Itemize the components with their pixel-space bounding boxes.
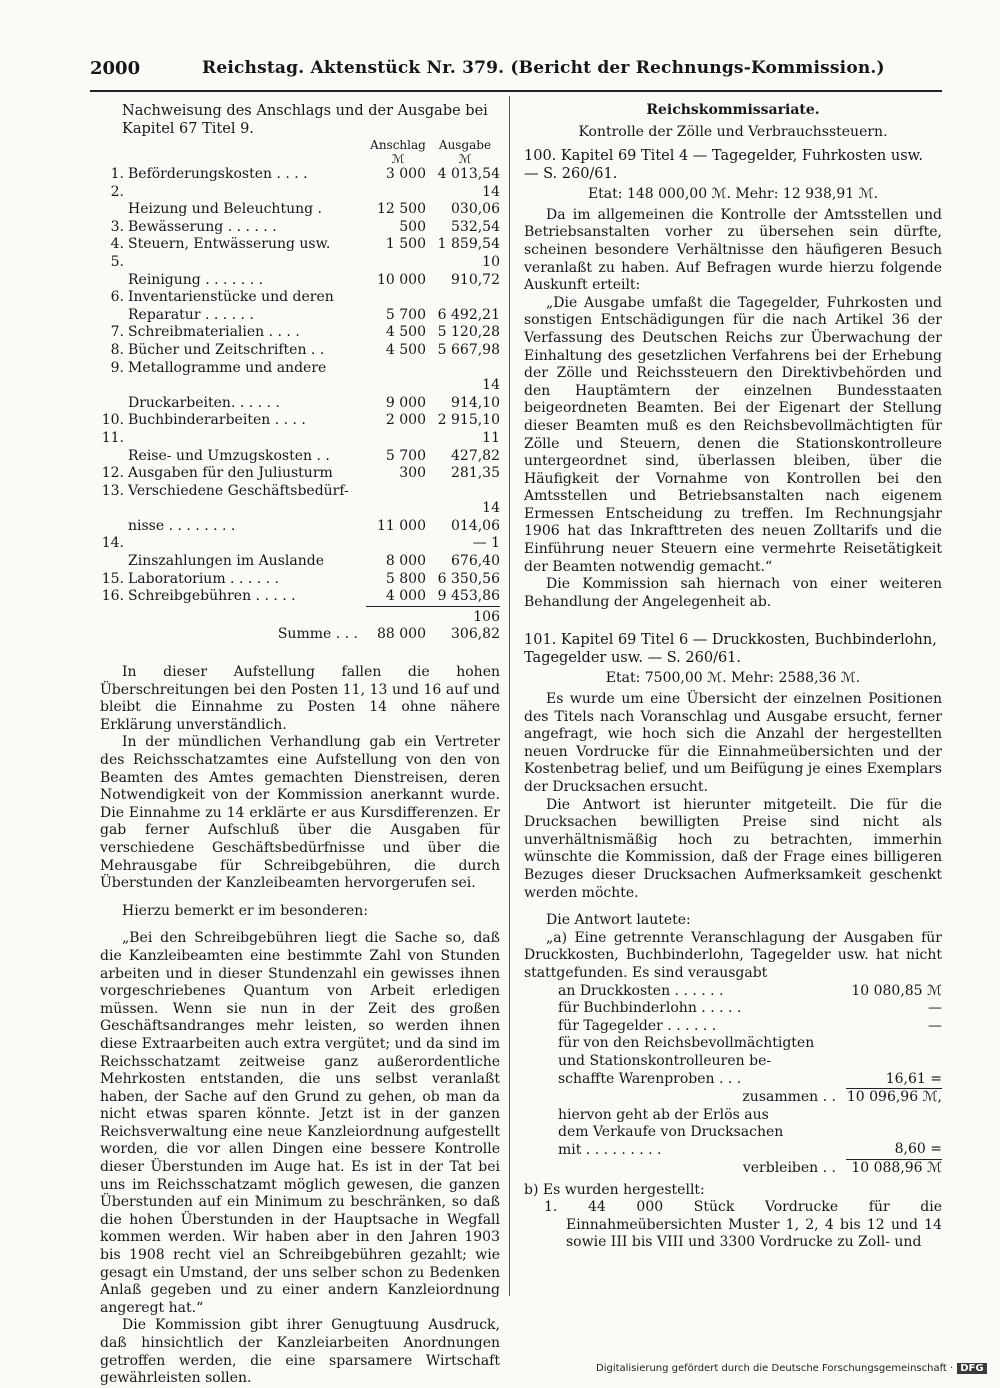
row-ausgabe — [430, 360, 500, 378]
sum-table — [100, 606, 500, 644]
table-row — [100, 236, 500, 254]
answer-a: „a) Eine getrennte Veranschlagung der Ausgaben für Druckkosten, Buchbinderlohn, Tagegelder usw. hat nicht stattgefunden. Es sind verausgabt — [524, 929, 942, 981]
quote-paragraph: „Die Ausgabe umfaßt die Tagegelder, Fuhrkosten und sonstigen Entschädigungen für die nach Artikel 36 der Verfassung des Deutschen Reichs zur Überwachung der Einhaltung des gesetzlichen Verfahrens bei der Erhebung der Zölle und Reichssteuern den Direktivbehörden und den Hauptämtern der einzelnen Bundesstaaten beigeordneten Beamten. Bei der Eigenart der Stellung dieser Beamten muß es den Reichsbevollmächtigten für Zölle und Steuern, denen die Stationskontrolleure untergeordnet sind, überlassen bleiben, über die Häufigkeit der Vornahme von Kontrollen bei den Amtsstellen und Betriebsanstalten nach eigenem Ermessen Entscheidung zu treffen. Im Rechnungsjahr 1906 hat das Inkrafttreten des neuen Zolltarifs und die Einführung neuer Steuern eine vermehrte Reisetätigkeit der Beamten notwendig gemacht.“ — [524, 294, 942, 575]
verbleiben-label: verbleiben . . — [742, 1159, 836, 1176]
row-anschlag: 5 800 — [385, 570, 426, 587]
expense-label: für Tagegelder . . . . . . — [558, 1017, 717, 1034]
table-header — [100, 138, 500, 166]
row-ausgabe: 532,54 — [451, 218, 500, 235]
table-row — [100, 535, 500, 570]
row-ausgabe: 2 915,10 — [437, 412, 500, 429]
row-number: 16. — [101, 588, 124, 605]
item-101-title: 101. Kapitel 69 Titel 6 — Druckkosten, Buchbinderlohn, Tagegelder usw. — S. 260/61. — [524, 632, 937, 667]
row-label: Reise- und Umzugskosten . . — [128, 447, 330, 464]
row-label: Reparatur . . . . . . — [128, 306, 254, 323]
expense-label: an Druckkosten . . . . . . — [558, 982, 724, 999]
row-ausgabe: 5 120,28 — [437, 324, 500, 341]
expense-value — [846, 1053, 942, 1071]
row-anschlag: 12 500 — [377, 201, 426, 218]
expense-row — [558, 983, 942, 1001]
row-label: Ausgaben für den Juliusturm — [128, 465, 333, 482]
table-row — [100, 342, 500, 360]
header-rule — [90, 90, 942, 92]
expense-row — [558, 1035, 942, 1053]
table-row — [100, 412, 500, 430]
digitization-credit — [596, 1363, 984, 1374]
row-anschlag: 1 500 — [385, 236, 426, 253]
table-row — [100, 571, 500, 589]
row-ausgabe: 1 859,54 — [437, 236, 500, 253]
row-number: 4. — [110, 236, 124, 253]
table-row — [100, 588, 500, 606]
verbleiben-value: 10 088,96 ℳ — [846, 1159, 942, 1177]
row-label: Schreibmaterialien . . . . — [128, 324, 300, 341]
row-ausgabe: 5 667,98 — [437, 341, 500, 358]
row-number: 3. — [110, 218, 124, 235]
row-label: Bücher und Zeitschriften . . — [128, 341, 325, 358]
row-anschlag: 4 000 — [385, 588, 426, 605]
row-anschlag: 5 700 — [385, 447, 426, 464]
row-label: nisse . . . . . . . . — [128, 517, 236, 534]
answer-b: b) Es wurden hergestellt: — [524, 1181, 705, 1198]
row-label: Laboratorium . . . . . . — [128, 570, 279, 587]
table-row — [100, 219, 500, 237]
zusammen-label: zusammen . . — [742, 1089, 836, 1106]
expense-row — [558, 1053, 942, 1071]
expense-label: für von den Reichsbevollmächtigten — [558, 1035, 815, 1052]
row-label: Druckarbeiten. . . . . . — [128, 394, 280, 411]
row-anschlag: 500 — [399, 218, 426, 235]
row-ausgabe: — 1 676,40 — [451, 535, 500, 570]
sum-row — [100, 606, 500, 644]
table-row — [100, 430, 500, 465]
row-number: 10. — [101, 412, 124, 429]
item-100-title: 100. Kapitel 69 Titel 4 — Tagegelder, Fuhrkosten usw. — S. 260/61. — [524, 148, 923, 183]
paragraph: Die Kommission gibt ihrer Genugtuung Ausdruck, daß hinsichtlich der Kanzleiarbeiten Anordnungen getroffen werden, die eine sparsamere Wirtschaft gewährleisten sollen. — [100, 1317, 500, 1387]
row-anschlag: 2 000 — [385, 412, 426, 429]
item-101-etat: Etat: 7500,00 ℳ. Mehr: 2588,36 ℳ. — [605, 670, 861, 687]
credit-text: Digitalisierung gefördert durch die Deutsche Forschungsgemeinschaft · — [596, 1363, 954, 1374]
row-number — [100, 500, 128, 535]
dfg-logo: DFG — [957, 1363, 986, 1374]
left-column — [100, 102, 500, 1388]
row-anschlag: 4 500 — [385, 324, 426, 341]
table-row — [100, 465, 500, 483]
row-ausgabe: 10 910,72 — [451, 253, 500, 288]
paragraph: In der mündlichen Verhandlung gab ein Vertreter des Reichsschatzamtes eine Aufstellung von den von Beamten des Amtes gemachten Dienstreisen, deren Notwendigkeit von der Kommission anerkannt wurde. Die Einnahme zu 14 erklärte er aus Kursdifferenzen. Er gab ferner Aufschluß über die Ausgaben für verschiedene Geschäftsbedürfnisse und über die Mehrausgabe für Schreibgebühren, die durch Überstunden der Kanzleibeamten hervorgerufen sei. — [100, 734, 500, 892]
erloes-label: hiervon geht ab der Erlös aus dem Verkaufe von Drucksachen mit . . . . . . . . . — [558, 1106, 784, 1158]
row-label: Verschiedene Geschäftsbedürf- — [128, 482, 349, 499]
table-row — [100, 254, 500, 289]
row-anschlag: 11 000 — [377, 517, 426, 534]
paragraph: Die Kommission sah hiernach von einer weiteren Behandlung der Angelegenheit ab. — [524, 576, 942, 610]
column-divider — [509, 96, 510, 1296]
row-anschlag: 10 000 — [377, 271, 426, 288]
paragraph: Hierzu bemerkt er im besonderen: — [122, 902, 369, 919]
row-number: 8. — [110, 341, 124, 358]
table-row — [100, 500, 500, 535]
expense-value: — — [928, 1017, 942, 1034]
expense-row — [558, 1071, 942, 1089]
row-number: 12. — [101, 465, 124, 482]
row-number — [100, 377, 128, 412]
row-anschlag: 300 — [399, 465, 426, 482]
row-number: 13. — [101, 482, 124, 499]
paragraph: Die Antwort ist hierunter mitgeteilt. Die für die Drucksachen bewilligten Preise sind nicht als unverhältnismäßig hoch zu betrachten, immerhin wünschte die Kommission, daß der Frage eines billigeren Bezuges dieser Drucksachen Aufmerksamkeit geschenkt werden möchte. — [524, 796, 942, 901]
paragraph: Es wurde um eine Übersicht der einzelnen Positionen des Titels nach Voranschlag und Ausgabe ersucht, ferner angefragt, wie hoch sich die Anzahl der hergestellten neuen Vordrucke für die Einnahmeübersichten und der Kostenbetrag belief, und um Beifügung je eines Exemplars der Drucksachen ersucht. — [524, 691, 942, 795]
expense-row — [558, 1000, 942, 1018]
paragraph: In dieser Aufstellung fallen die hohen Überschreitungen bei den Posten 11, 13 und 16 auf und bleibt die Einnahme zu Posten 14 ohne nähere Erklärung unverständlich. — [100, 664, 500, 733]
table-row — [100, 289, 500, 307]
row-label: Inventarienstücke und deren — [128, 289, 334, 306]
row-number: 11. — [101, 429, 124, 446]
table-row — [100, 166, 500, 184]
row-number: 6. — [110, 289, 124, 306]
col-header-ausgabe: Ausgabe ℳ — [438, 138, 492, 166]
erloes-row — [558, 1107, 942, 1160]
totals-table — [558, 1088, 942, 1177]
row-ausgabe: 281,35 — [451, 465, 500, 482]
row-ausgabe: 14 030,06 — [451, 183, 500, 218]
table-row — [100, 483, 500, 501]
row-number: 1. — [110, 166, 124, 182]
expense-label: schaffte Warenproben . . . — [558, 1070, 742, 1087]
row-label: Zinszahlungen im Auslande — [128, 553, 324, 570]
page-header — [90, 58, 910, 84]
row-anschlag — [366, 360, 430, 378]
row-label: Steuern, Entwässerung usw. — [128, 236, 331, 253]
sum-label: Summe . . . — [277, 626, 358, 643]
row-number: 9. — [110, 359, 124, 376]
row-anschlag — [366, 483, 430, 501]
expenditure-table — [558, 983, 942, 1089]
row-anschlag: 9 000 — [385, 394, 426, 411]
running-title: Reichstag. Aktenstück Nr. 379. (Bericht der Rechnungs-Kommission.) — [202, 58, 885, 78]
row-ausgabe: 6 492,21 — [437, 306, 500, 323]
erloes-value: 8,60 = — [894, 1141, 942, 1158]
table-row — [100, 377, 500, 412]
verbleiben-row — [558, 1159, 942, 1177]
row-ausgabe: 4 013,54 — [437, 166, 500, 182]
expense-value: 16,61 = — [885, 1070, 942, 1087]
row-ausgabe: 6 350,56 — [437, 570, 500, 587]
row-number: 2. — [110, 183, 124, 200]
table-row — [100, 184, 500, 219]
col-header-anschlag: Anschlag ℳ — [370, 138, 426, 166]
table-row — [100, 360, 500, 378]
row-label: Reinigung . . . . . . . — [128, 271, 264, 288]
item-100-etat: Etat: 148 000,00 ℳ. Mehr: 12 938,91 ℳ. — [587, 186, 879, 203]
expense-label: für Buchbinderlohn . . . . . — [558, 1000, 742, 1017]
expense-value: — — [928, 1000, 942, 1017]
row-anschlag: 3 000 — [385, 166, 426, 182]
expense-label: und Stationskontrolleuren be- — [558, 1052, 772, 1069]
row-label: Bewässerung . . . . . . — [128, 218, 277, 235]
zusammen-row — [558, 1089, 942, 1107]
row-number — [100, 307, 128, 325]
row-ausgabe — [430, 289, 500, 307]
row-number: 15. — [101, 570, 124, 587]
row-anschlag: 8 000 — [385, 553, 426, 570]
row-number: 5. — [110, 253, 124, 270]
sum-anschlag: 88 000 — [366, 606, 430, 644]
row-ausgabe — [430, 483, 500, 501]
row-label: Heizung und Beleuchtung . — [128, 201, 322, 218]
answer-intro: Die Antwort lautete: — [546, 912, 691, 929]
row-ausgabe: 9 453,86 — [437, 588, 500, 605]
row-label: Schreibgebühren . . . . . — [128, 588, 296, 605]
row-ausgabe: 14 914,10 — [451, 377, 500, 411]
table-row — [100, 307, 500, 325]
paragraph: Da im allgemeinen die Kontrolle der Amtsstellen und Betriebsanstalten vorher zu übersehen sein dürfte, scheinen besondere Verhältnisse den häufigeren Besuch veranlaßt zu haben. Auf Befragen wurde hierzu folgende Auskunft erteilt: — [524, 206, 942, 294]
expense-table — [100, 166, 500, 606]
answer-b1: 1. 44 000 Stück Vordrucke für die Einnahmeübersichten Muster 1, 2, 4 bis 12 und 14 sowie III bis VIII und 3300 Vordrucke zu Zoll- und — [544, 1199, 942, 1251]
table-title: Nachweisung des Anschlags und der Ausgabe bei Kapitel 67 Titel 9. — [122, 103, 488, 137]
sum-ausgabe: 106 306,82 — [430, 606, 500, 644]
row-anschlag: 5 700 — [385, 306, 426, 323]
row-number: 7. — [110, 324, 124, 341]
row-anschlag — [366, 289, 430, 307]
table-row — [100, 324, 500, 342]
expense-row — [558, 1018, 942, 1036]
row-ausgabe: 14 014,06 — [451, 500, 500, 534]
row-label: Beförderungskosten . . . . — [128, 166, 308, 182]
zusammen-value: 10 096,96 ℳ, — [846, 1089, 942, 1106]
row-number: 14. — [101, 535, 124, 552]
expense-value — [846, 1035, 942, 1053]
row-label: Metallogramme und andere — [128, 359, 327, 376]
section-title: Reichskommissariate. — [646, 102, 820, 118]
row-ausgabe: 11 427,82 — [451, 429, 500, 464]
expense-value: 10 080,85 ℳ — [851, 982, 942, 999]
row-anschlag: 4 500 — [385, 341, 426, 358]
quote-paragraph: „Bei den Schreibgebühren liegt die Sache so, daß die Kanzleibeamten eine bestimmte Zahl von Stunden arbeiten und in dieser Stundenzahl ein gewisses ihnen vorgeschriebenes Quantum von Arbeit erledigen müssen. Wenn sie nun in der Zeit des großen Geschäftsandranges mehr leisten, so werden ihnen diese Extraarbeiten auch extra vergütet; und da sind im Reichsschatzamt zeitweise ganz außerordentliche Mehrkosten entstanden, die uns selbst veranlaßt haben, der Sache auf den Grund zu gehen, ob man da nicht etwas sparen könnte. Jetzt ist in der ganzen Reichsverwaltung eine neue Kanzleiordnung aufgestellt worden, die vor allen Dingen eine bessere Kontrolle dieser Überstunden im Auge hat. Es ist in der Tat bei uns im Reichsschatzamt möglich gewesen, die ganzen Überstunden auf ein Minimum zu beschränken, so daß die hohen Überstunden in der Hauptsache in Wegfall kommen werden. Wir haben aber in den Jahren 1903 bis 1908 recht viel an Schreibgebühren gezahlt; wie gesagt ein Umstand, der uns selber schon zu Bedenken Anlaß gegeben und zu einer andern Kanzleiordnung angeregt hat.“ — [100, 930, 500, 1316]
row-label: Buchbinderarbeiten . . . . — [128, 412, 306, 429]
right-column — [524, 102, 942, 1252]
page-number: 2000 — [90, 58, 141, 79]
section-subtitle: Kontrolle der Zölle und Verbrauchssteuern. — [578, 123, 888, 140]
